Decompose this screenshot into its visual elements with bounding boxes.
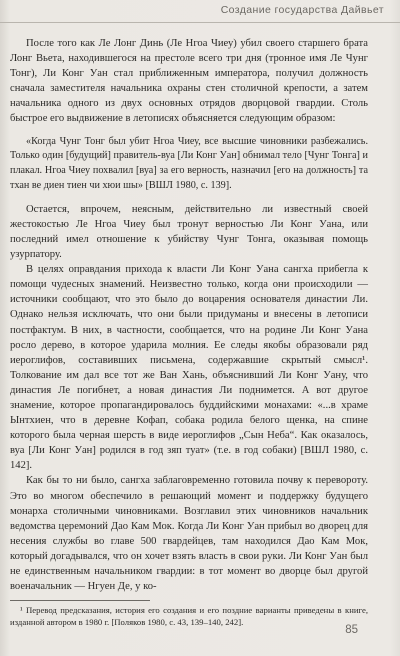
paragraph: После того как Ле Лонг Динь (Ле Нгоа Чиеу) убил своего старшего брата Лонг Вьета, находившегося на престоле всего три дня (тронное имя Ле Чунг Тонг), Ли Конг Уан стал приближенным императора, получил должность сначала заместителя начальника охраны стен столичной крепости, а затем начальника одного из двух основных отрядов дворцовой гвардии. Столь быстрое его выдвижение в летописях объясняется следующим образом: bbox=[10, 38, 368, 125]
footnote: ¹ Перевод предсказания, история его создания и его поздние варианты приведены в книге, изданной автором в 1980 г. [Поляков 1980, с. 43, 139–140, 242]. bbox=[10, 605, 368, 627]
paragraph: Остается, впрочем, неясным, действительно ли известный своей жестокостью Ле Нгоа Чиеу был тронут верностью Ли Конг Уана, или последний имел отношение к убийству Чунг Тонга, оказывая помощь узурпатору. bbox=[10, 203, 368, 261]
running-title: Создание государства Дайвьет bbox=[220, 4, 384, 16]
running-header bbox=[0, 0, 400, 23]
page-number: 85 bbox=[345, 624, 358, 636]
footnote-divider bbox=[10, 600, 150, 601]
page-body bbox=[10, 36, 368, 628]
block-quote: «Когда Чунг Тонг был убит Нгоа Чиеу, все высшие чиновники разбежались. Только один [будущий] правитель-вуа [Ли Конг Уан] обнимал тело [Чунг Тонга] и плакал. Нгоа Чиеу похвалил [вуа] за его верность, назначил [его на должность] та тхан ве диен тиен чи хюи шы» [ВШЛ 1980, с. 139]. bbox=[10, 135, 368, 191]
paragraph: В целях оправдания прихода к власти Ли Конг Уана сангха прибегла к помощи чудесных знамений. Неизвестно только, когда они происходили — источники сообщают, что это было до воцарения основателя династии Ли. Однако нельзя исключать, что они были придуманы и внесены в летописи постфактум. В них, в частности, сообщается, что на родине Ли Конг Уана росло дерево, в которое ударила молния. Ее следы якобы образовали ряд иероглифов, составивших письмена, содержавшие скрытый смысл¹. Толкование им дал все тот же Ван Хань, объяснивший Ли Конг Уану, что династия Ле погибнет, а новая династия Ли поднимется. А вот другое знамение, которое пропагандировалось буддийскими монахами: «...в храме Ынтхиен, что в деревне Кофап, собака родила белого щенка, на спине которого была черная шерсть в виде иероглифов „Сын Неба“. Как оказалось, вуа [Ли Конг Уан] родился в год зяп туат» (т.е. в год собаки) [ВШЛ 1980, с. 142]. bbox=[10, 264, 368, 472]
paragraph: Как бы то ни было, сангха заблаговременно готовила почву к перевороту. Это во многом обеспечило в решающий момент и поддержку будущего монарха столичными чиновниками. Возглавил этих чиновников начальник ведомства церемоний Дао Кам Мок. Когда Ли Конг Уан прибыл во дворец для несения службы во главе 500 гвардейцев, там находился Дао Кам Мок, который догадывался, что он хочет взять власть в свои руки. Ли Конг Уан был не единственным начальником гвардии: в тот момент во дворце был другой военачальник — Нгуен Де, у ко- bbox=[10, 475, 368, 593]
